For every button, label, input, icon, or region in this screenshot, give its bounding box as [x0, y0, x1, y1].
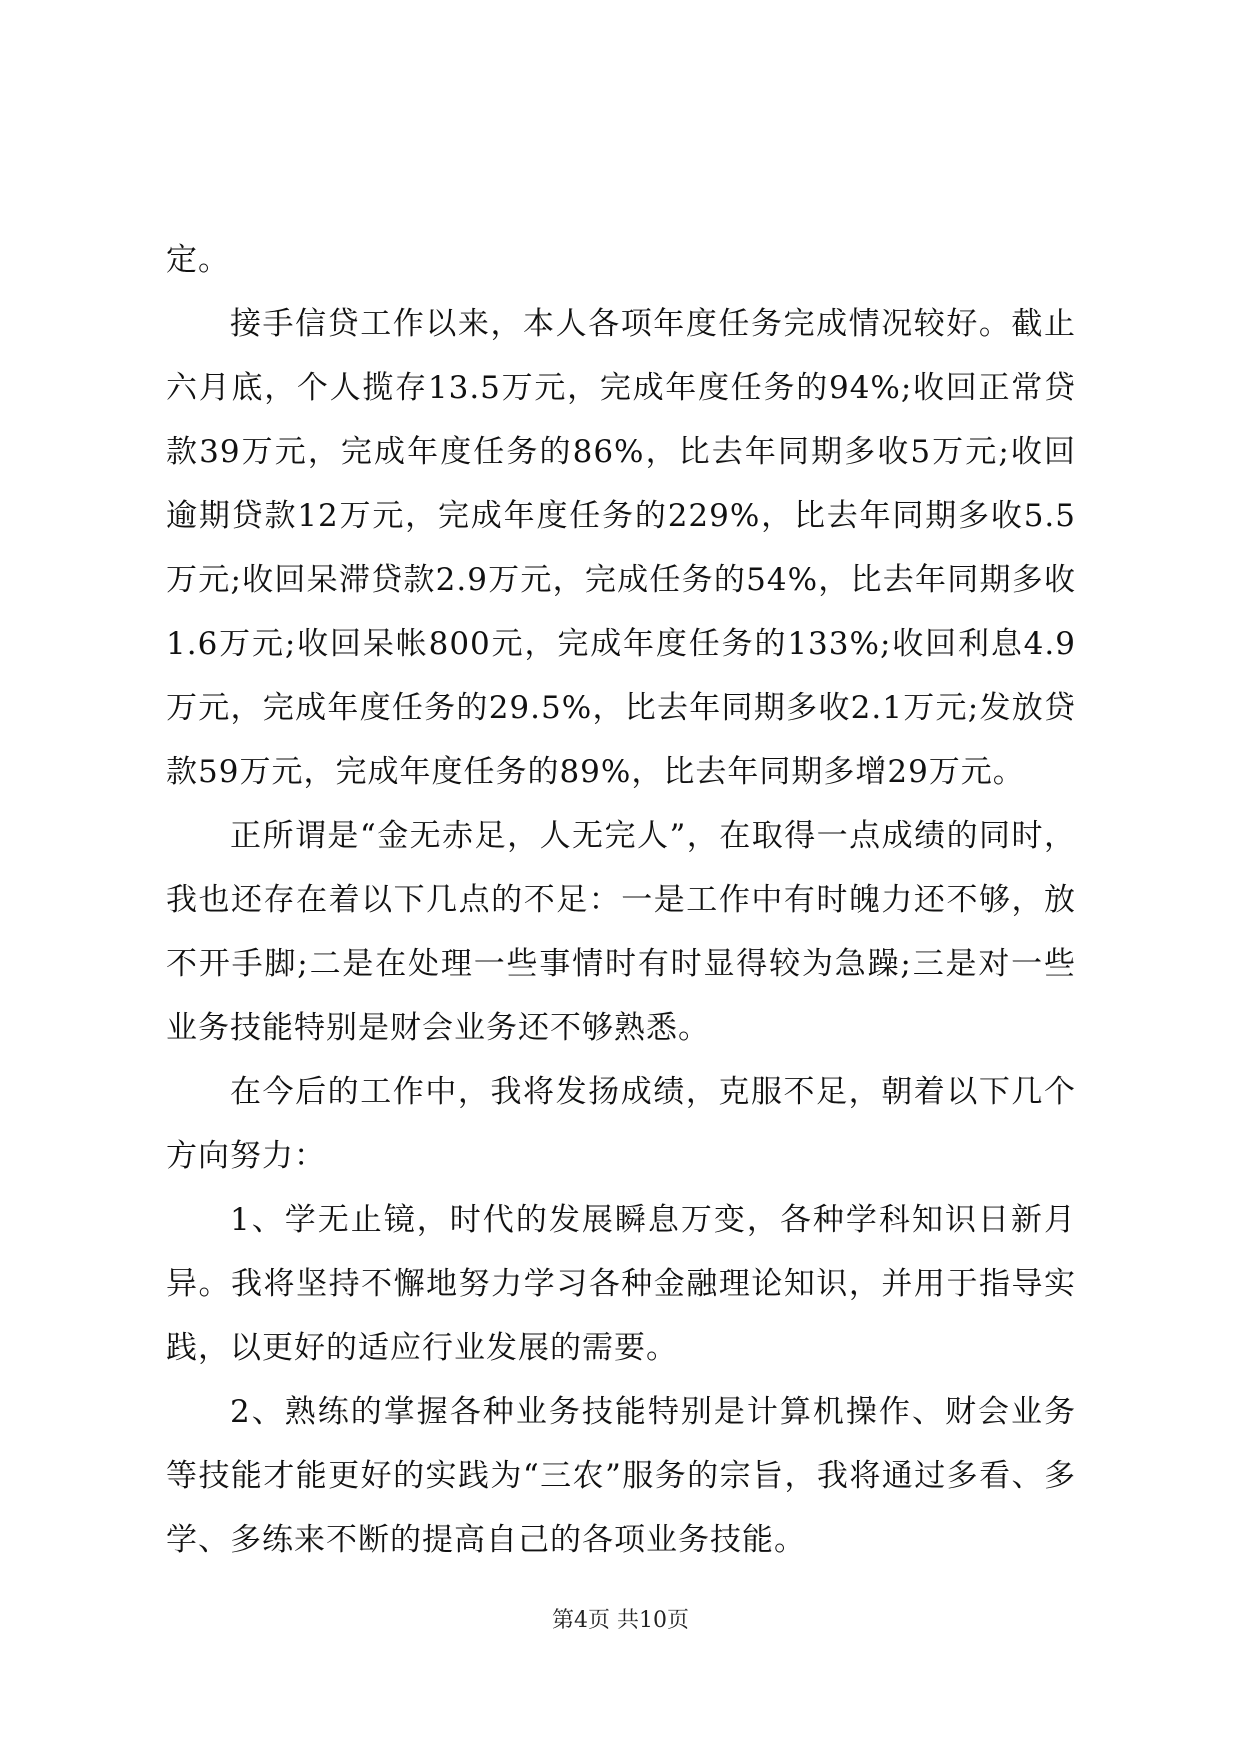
page-number-footer: 第4页 共10页 — [552, 1608, 689, 1633]
paragraph-future-direction: 在今后的工作中，我将发扬成绩，克服不足，朝着以下几个方向努力： — [166, 1074, 1076, 1174]
paragraph-item-1: 1、学无止镜，时代的发展瞬息万变，各种学科知识日新月异。我将坚持不懈地努力学习各种金融理论知识，并用于指导实践，以更好的适应行业发展的需要。 — [166, 1202, 1076, 1366]
paragraph-continuation: 定。 — [166, 242, 230, 278]
document-body — [166, 228, 1076, 1572]
paragraph-task-completion: 接手信贷工作以来，本人各项年度任务完成情况较好。截止六月底，个人揽存13.5万元，完成年度任务的94%;收回正常贷款39万元，完成年度任务的86%，比去年同期多收5万元;收回逾期贷款12万元，完成年度任务的229%，比去年同期多收5.5万元;收回呆滞贷款2.9万元，完成任务的54%，比去年同期多收1.6万元;收回呆帐800元，完成年度任务的133%;收回利息4.9万元，完成年度任务的29.5%，比去年同期多收2.1万元;发放贷款59万元，完成年度任务的89%，比去年同期多增29万元。 — [166, 306, 1076, 790]
paragraph-item-2: 2、熟练的掌握各种业务技能特别是计算机操作、财会业务等技能才能更好的实践为“三农”服务的宗旨，我将通过多看、多学、多练来不断的提高自己的各项业务技能。 — [166, 1394, 1076, 1558]
paragraph-shortcomings: 正所谓是“金无赤足，人无完人”，在取得一点成绩的同时，我也还存在着以下几点的不足：一是工作中有时魄力还不够，放不开手脚;二是在处理一些事情时有时显得较为急躁;三是对一些业务技能特别是财会业务还不够熟悉。 — [166, 818, 1076, 1046]
